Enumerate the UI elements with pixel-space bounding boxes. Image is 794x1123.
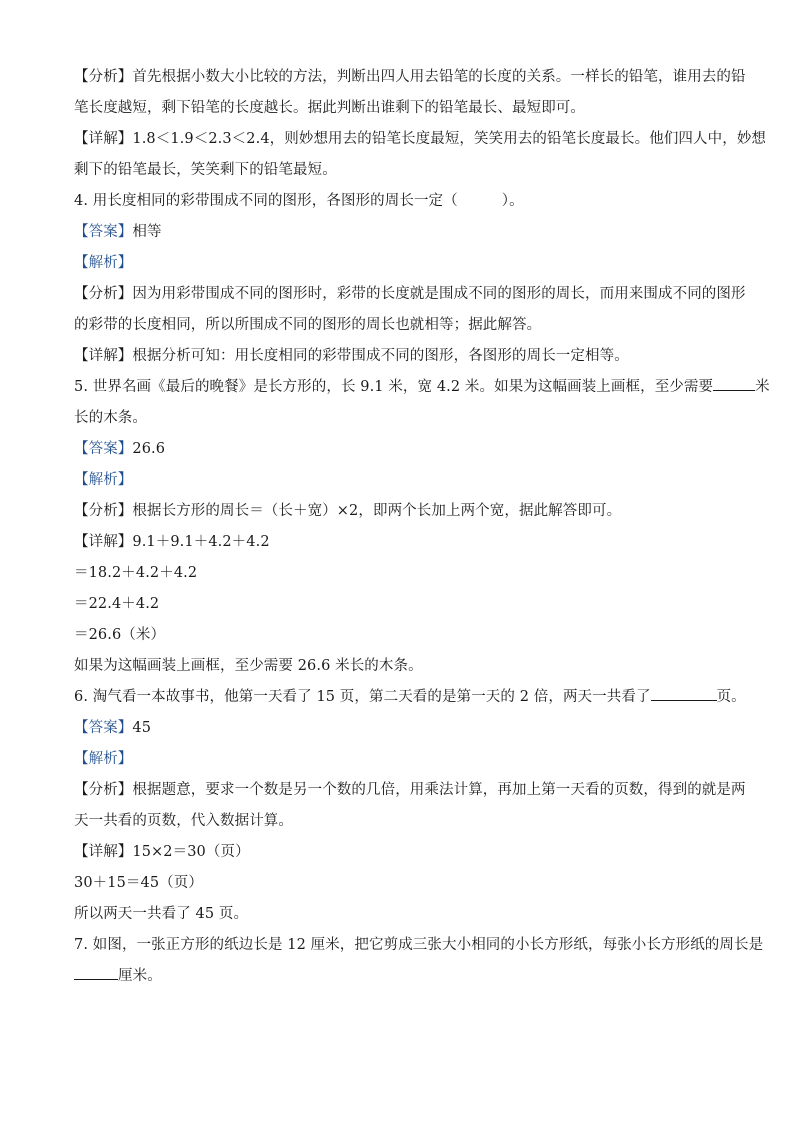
question-6-unit: 页。 [716, 689, 746, 705]
explanation-tag: 【解析】 [74, 751, 133, 767]
answer-4 [74, 217, 724, 248]
question-5 [74, 372, 770, 403]
answer-blank [713, 376, 755, 391]
explanation-tag: 【解析】 [74, 472, 133, 488]
calc-line: ＝18.2＋4.2＋4.2 [74, 565, 198, 581]
answer-tag: 【答案】 [74, 720, 133, 736]
answer-blank [651, 686, 717, 701]
detail-line: 【详解】9.1＋9.1＋4.2＋4.2 [74, 534, 270, 550]
question-6-text: 6. 淘气看一本故事书，他第一天看了 15 页，第二天看的是第一天的 2 倍，两天一共看了 [74, 689, 651, 705]
explanation-tag: 【解析】 [74, 255, 133, 271]
question-4 [74, 186, 724, 217]
question-7-unit: 厘米。 [118, 968, 162, 984]
question-7-cont [74, 961, 724, 992]
question-5-text: 5. 世界名画《最后的晚餐》是长方形的，长 9.1 米，宽 4.2 米。如果为这幅画装上画框，至少需要 [74, 379, 714, 395]
analysis-line: 【分析】根据题意，要求一个数是另一个数的几倍，用乘法计算，再加上第一天看的页数，得到的就是两 [74, 782, 746, 798]
analysis-line: 笔长度越短，剩下铅笔的长度越长。据此判断出谁剩下的铅笔最长、最短即可。 [74, 100, 585, 116]
question-4-text: 4. 用长度相同的彩带围成不同的图形，各图形的周长一定（ [74, 193, 458, 209]
analysis-line: 【分析】因为用彩带围成不同的图形时，彩带的长度就是围成不同的图形的周长，而用来围成不同的图形 [74, 286, 746, 302]
answer-5 [74, 434, 724, 465]
question-7: 7. 如图，一张正方形的纸边长是 12 厘米，把它剪成三张大小相同的小长方形纸，每张小长方形纸的周长是 [74, 937, 764, 953]
analysis-line: 的彩带的长度相同，所以所围成不同的图形的周长也就相等；据此解答。 [74, 317, 542, 333]
question-5-unit: 米 [755, 379, 770, 395]
answer-6 [74, 713, 724, 744]
analysis-line: 【分析】首先根据小数大小比较的方法，判断出四人用去铅笔的长度的关系。一样长的铅笔，谁用去的铅 [74, 69, 746, 85]
detail-line: 【详解】15×2＝30（页） [74, 844, 250, 860]
answer-tag: 【答案】 [74, 441, 133, 457]
answer-value: 26.6 [132, 441, 166, 457]
conclusion-line: 如果为这幅画装上画框，至少需要 26.6 米长的木条。 [74, 658, 423, 674]
question-4-end: ）。 [501, 193, 524, 209]
detail-line: 【详解】1.8＜1.9＜2.3＜2.4，则妙想用去的铅笔长度最短，笑笑用去的铅笔长度最长。他们四人中，妙想 [74, 131, 767, 147]
calc-line: ＝22.4＋4.2 [74, 596, 160, 612]
detail-line: 剩下的铅笔最长，笑笑剩下的铅笔最短。 [74, 162, 337, 178]
calc-line: ＝26.6（米） [74, 627, 166, 643]
document-page [74, 62, 770, 992]
analysis-line: 【分析】根据长方形的周长＝（长＋宽）×2，即两个长加上两个宽，据此解答即可。 [74, 503, 622, 519]
analysis-line: 天一共看的页数，代入数据计算。 [74, 813, 293, 829]
detail-line: 【详解】根据分析可知：用长度相同的彩带围成不同的图形，各图形的周长一定相等。 [74, 348, 629, 364]
answer-blank [74, 965, 118, 980]
calc-line: 30＋15＝45（页） [74, 875, 203, 891]
answer-tag: 【答案】 [74, 224, 133, 240]
question-6 [74, 682, 746, 713]
conclusion-line: 所以两天一共看了 45 页。 [74, 906, 249, 922]
answer-value: 相等 [132, 224, 162, 240]
question-5-cont: 长的木条。 [74, 410, 147, 426]
answer-value: 45 [132, 720, 152, 736]
